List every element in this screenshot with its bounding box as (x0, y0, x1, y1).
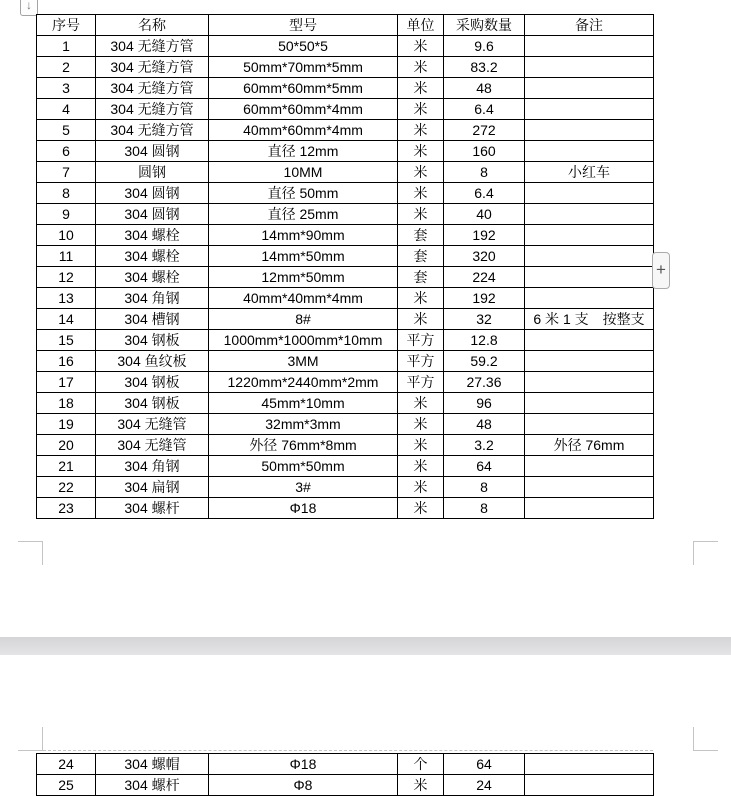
model-cell[interactable]: 3MM (209, 351, 398, 372)
name-cell[interactable]: 304 无缝方管 (96, 78, 209, 99)
header-row (37, 15, 654, 36)
quantity-cell[interactable]: 3.2 (444, 435, 525, 456)
unit-cell[interactable]: 平方 (398, 330, 444, 351)
header-serial[interactable]: 序号 (37, 15, 96, 36)
note-cell[interactable] (525, 288, 654, 309)
serial-cell[interactable]: 10 (37, 225, 96, 246)
name-cell[interactable]: 304 角钢 (96, 288, 209, 309)
quantity-cell[interactable]: 8 (444, 162, 525, 183)
table-row (37, 414, 654, 435)
note-cell[interactable] (525, 498, 654, 519)
note-cell[interactable] (525, 120, 654, 141)
quantity-cell[interactable]: 64 (444, 754, 525, 775)
model-cell[interactable]: 45mm*10mm (209, 393, 398, 414)
name-cell[interactable]: 圆钢 (96, 162, 209, 183)
unit-cell[interactable]: 米 (398, 309, 444, 330)
model-cell[interactable]: 40mm*40mm*4mm (209, 288, 398, 309)
name-cell[interactable]: 304 钢板 (96, 372, 209, 393)
serial-cell[interactable]: 21 (37, 456, 96, 477)
name-cell[interactable]: 304 角钢 (96, 456, 209, 477)
table-row (37, 288, 654, 309)
unit-cell[interactable]: 米 (398, 204, 444, 225)
name-cell[interactable]: 304 螺帽 (96, 754, 209, 775)
quantity-cell[interactable]: 40 (444, 204, 525, 225)
unit-cell[interactable]: 米 (398, 393, 444, 414)
table-row (37, 183, 654, 204)
name-cell[interactable]: 304 钢板 (96, 330, 209, 351)
text-boundary-line (43, 750, 653, 751)
margin-corner-mark-page1-left (18, 541, 43, 565)
name-cell[interactable]: 304 鱼纹板 (96, 351, 209, 372)
model-cell[interactable]: 50*50*5 (209, 36, 398, 57)
unit-cell[interactable]: 米 (398, 57, 444, 78)
serial-cell[interactable]: 25 (37, 775, 96, 796)
quantity-cell[interactable]: 6.4 (444, 99, 525, 120)
table-row (37, 162, 654, 183)
table-row (37, 372, 654, 393)
table-row (37, 36, 654, 57)
quantity-cell[interactable]: 32 (444, 309, 525, 330)
name-cell[interactable]: 304 无缝管 (96, 435, 209, 456)
name-cell[interactable]: 304 圆钢 (96, 183, 209, 204)
model-cell[interactable]: 32mm*3mm (209, 414, 398, 435)
note-cell[interactable] (525, 183, 654, 204)
note-cell[interactable] (525, 246, 654, 267)
unit-cell[interactable]: 个 (398, 754, 444, 775)
header-quantity[interactable]: 采购数量 (444, 15, 525, 36)
note-cell[interactable] (525, 141, 654, 162)
name-cell[interactable]: 304 无缝方管 (96, 99, 209, 120)
table-row (37, 754, 654, 775)
model-cell[interactable]: 外径 76mm*8mm (209, 435, 398, 456)
model-cell[interactable]: 60mm*60mm*4mm (209, 99, 398, 120)
serial-cell[interactable]: 5 (37, 120, 96, 141)
serial-cell[interactable]: 7 (37, 162, 96, 183)
table-row (37, 225, 654, 246)
note-cell[interactable] (525, 393, 654, 414)
note-cell[interactable]: 6 米 1 支 按整支 (525, 309, 654, 330)
quantity-cell[interactable]: 272 (444, 120, 525, 141)
quantity-cell[interactable]: 64 (444, 456, 525, 477)
table-row (37, 435, 654, 456)
note-cell[interactable] (525, 204, 654, 225)
model-cell[interactable]: Φ18 (209, 498, 398, 519)
table-row (37, 498, 654, 519)
header-note[interactable]: 备注 (525, 15, 654, 36)
name-cell[interactable]: 304 圆钢 (96, 204, 209, 225)
model-cell[interactable]: 14mm*90mm (209, 225, 398, 246)
unit-cell[interactable]: 平方 (398, 351, 444, 372)
table-row (37, 204, 654, 225)
table-row (37, 330, 654, 351)
serial-cell[interactable]: 6 (37, 141, 96, 162)
note-cell[interactable] (525, 351, 654, 372)
serial-cell[interactable]: 9 (37, 204, 96, 225)
name-cell[interactable]: 304 螺栓 (96, 246, 209, 267)
note-cell[interactable] (525, 330, 654, 351)
serial-cell[interactable]: 19 (37, 414, 96, 435)
serial-cell[interactable]: 13 (37, 288, 96, 309)
serial-cell[interactable]: 1 (37, 36, 96, 57)
unit-cell[interactable]: 平方 (398, 372, 444, 393)
note-cell[interactable] (525, 414, 654, 435)
name-cell[interactable]: 304 钢板 (96, 393, 209, 414)
quantity-cell[interactable]: 83.2 (444, 57, 525, 78)
unit-cell[interactable]: 米 (398, 288, 444, 309)
serial-cell[interactable]: 2 (37, 57, 96, 78)
unit-cell[interactable]: 米 (398, 435, 444, 456)
model-cell[interactable]: 50mm*70mm*5mm (209, 57, 398, 78)
page-separator (0, 637, 731, 655)
model-cell[interactable]: 1220mm*2440mm*2mm (209, 372, 398, 393)
quantity-cell[interactable]: 192 (444, 288, 525, 309)
note-cell[interactable]: 外径 76mm (525, 435, 654, 456)
name-cell[interactable]: 304 螺栓 (96, 225, 209, 246)
note-cell[interactable] (525, 99, 654, 120)
quantity-cell[interactable]: 12.8 (444, 330, 525, 351)
quantity-cell[interactable]: 59.2 (444, 351, 525, 372)
model-cell[interactable]: 14mm*50mm (209, 246, 398, 267)
unit-cell[interactable]: 米 (398, 477, 444, 498)
serial-cell[interactable]: 23 (37, 498, 96, 519)
serial-cell[interactable]: 4 (37, 99, 96, 120)
margin-corner-mark-page1-right (693, 541, 718, 565)
model-cell[interactable]: 1000mm*1000mm*10mm (209, 330, 398, 351)
name-cell[interactable]: 304 扁钢 (96, 477, 209, 498)
name-cell[interactable]: 304 无缝方管 (96, 36, 209, 57)
note-cell[interactable] (525, 477, 654, 498)
unit-cell[interactable]: 套 (398, 267, 444, 288)
table-row (37, 141, 654, 162)
quantity-cell[interactable]: 48 (444, 414, 525, 435)
unit-cell[interactable]: 米 (398, 414, 444, 435)
table-row (37, 57, 654, 78)
unit-cell[interactable]: 米 (398, 78, 444, 99)
serial-cell[interactable]: 16 (37, 351, 96, 372)
quantity-cell[interactable]: 27.36 (444, 372, 525, 393)
header-unit[interactable]: 单位 (398, 15, 444, 36)
table-row (37, 351, 654, 372)
table-row (37, 477, 654, 498)
margin-corner-mark-page2-left (18, 727, 43, 751)
model-cell[interactable]: 8# (209, 309, 398, 330)
quantity-cell[interactable]: 6.4 (444, 183, 525, 204)
note-cell[interactable] (525, 267, 654, 288)
table-row (37, 267, 654, 288)
name-cell[interactable]: 304 螺杆 (96, 775, 209, 796)
serial-cell[interactable]: 14 (37, 309, 96, 330)
note-cell[interactable]: 小红车 (525, 162, 654, 183)
model-cell[interactable]: 直径 50mm (209, 183, 398, 204)
model-cell[interactable]: 3# (209, 477, 398, 498)
unit-cell[interactable]: 套 (398, 246, 444, 267)
note-cell[interactable] (525, 225, 654, 246)
name-cell[interactable]: 304 无缝方管 (96, 57, 209, 78)
note-cell[interactable] (525, 456, 654, 477)
quantity-cell[interactable]: 48 (444, 78, 525, 99)
unit-cell[interactable]: 米 (398, 120, 444, 141)
serial-cell[interactable]: 15 (37, 330, 96, 351)
model-cell[interactable]: Φ8 (209, 775, 398, 796)
unit-cell[interactable]: 米 (398, 36, 444, 57)
header-model[interactable]: 型号 (209, 15, 398, 36)
table-row (37, 246, 654, 267)
unit-cell[interactable]: 米 (398, 456, 444, 477)
procurement-table-page1 (36, 14, 654, 519)
unit-cell[interactable]: 米 (398, 775, 444, 796)
serial-cell[interactable]: 24 (37, 754, 96, 775)
name-cell[interactable]: 304 槽钢 (96, 309, 209, 330)
note-cell[interactable] (525, 754, 654, 775)
note-cell[interactable] (525, 57, 654, 78)
name-cell[interactable]: 304 无缝管 (96, 414, 209, 435)
name-cell[interactable]: 304 无缝方管 (96, 120, 209, 141)
note-cell[interactable] (525, 372, 654, 393)
quantity-cell[interactable]: 8 (444, 498, 525, 519)
table-row (37, 78, 654, 99)
serial-cell[interactable]: 12 (37, 267, 96, 288)
quantity-cell[interactable]: 96 (444, 393, 525, 414)
procurement-table-page2 (36, 753, 654, 796)
model-cell[interactable]: 50mm*50mm (209, 456, 398, 477)
table-row (37, 775, 654, 796)
insert-row-button[interactable]: + (652, 252, 670, 289)
quantity-cell[interactable]: 9.6 (444, 36, 525, 57)
model-cell[interactable]: 10MM (209, 162, 398, 183)
unit-cell[interactable]: 米 (398, 99, 444, 120)
name-cell[interactable]: 304 螺栓 (96, 267, 209, 288)
table-row (37, 393, 654, 414)
model-cell[interactable]: Φ18 (209, 754, 398, 775)
note-cell[interactable] (525, 775, 654, 796)
quantity-cell[interactable]: 160 (444, 141, 525, 162)
unit-cell[interactable]: 米 (398, 183, 444, 204)
quantity-cell[interactable]: 192 (444, 225, 525, 246)
quantity-cell[interactable]: 320 (444, 246, 525, 267)
serial-cell[interactable]: 11 (37, 246, 96, 267)
table-row (37, 309, 654, 330)
unit-cell[interactable]: 套 (398, 225, 444, 246)
margin-corner-mark-page2-right (693, 727, 718, 751)
table-row (37, 456, 654, 477)
quantity-cell[interactable]: 24 (444, 775, 525, 796)
model-cell[interactable]: 直径 25mm (209, 204, 398, 225)
model-cell[interactable]: 直径 12mm (209, 141, 398, 162)
serial-cell[interactable]: 8 (37, 183, 96, 204)
name-cell[interactable]: 304 螺杆 (96, 498, 209, 519)
note-cell[interactable] (525, 78, 654, 99)
unit-cell[interactable]: 米 (398, 141, 444, 162)
quantity-cell[interactable]: 8 (444, 477, 525, 498)
quantity-cell[interactable]: 224 (444, 267, 525, 288)
serial-cell[interactable]: 18 (37, 393, 96, 414)
model-cell[interactable]: 12mm*50mm (209, 267, 398, 288)
serial-cell[interactable]: 22 (37, 477, 96, 498)
serial-cell[interactable]: 3 (37, 78, 96, 99)
note-cell[interactable] (525, 36, 654, 57)
move-arrow-icon: ↓ (26, 0, 32, 12)
model-cell[interactable]: 40mm*60mm*4mm (209, 120, 398, 141)
table-row (37, 99, 654, 120)
unit-cell[interactable]: 米 (398, 498, 444, 519)
header-name[interactable]: 名称 (96, 15, 209, 36)
table-row (37, 120, 654, 141)
serial-cell[interactable]: 20 (37, 435, 96, 456)
model-cell[interactable]: 60mm*60mm*5mm (209, 78, 398, 99)
unit-cell[interactable]: 米 (398, 162, 444, 183)
serial-cell[interactable]: 17 (37, 372, 96, 393)
name-cell[interactable]: 304 圆钢 (96, 141, 209, 162)
